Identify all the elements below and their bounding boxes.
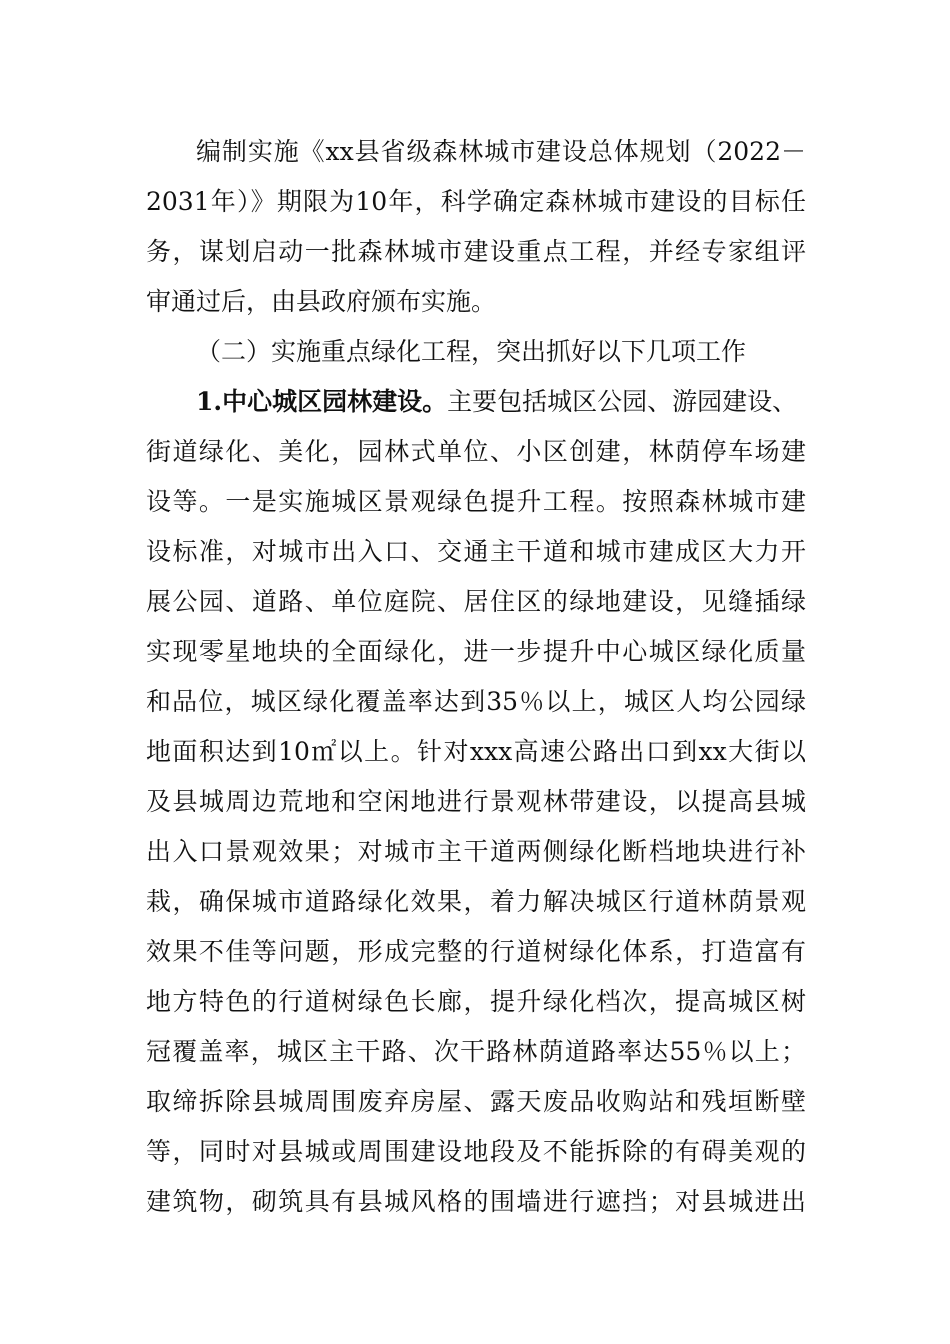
subsection-title: 1.中心城区园林建设。	[196, 387, 448, 416]
paragraph-line: 实现零星地块的全面绿化，进一步提升中心城区绿化质量	[146, 637, 806, 666]
paragraph-line: 取缔拆除县城周围废弃房屋、露天废品收购站和残垣断壁	[146, 1087, 806, 1116]
paragraph-line: 地方特色的行道树绿色长廊，提升绿化档次，提高城区树	[146, 987, 806, 1016]
paragraph-text: 主要包括城区公园、游园建设、	[447, 387, 798, 416]
paragraph-line: 冠覆盖率，城区主干路、次干路林荫道路率达55％以上；	[146, 1037, 806, 1066]
paragraph-line	[196, 382, 806, 422]
paragraph-line: 建筑物，砌筑具有县城风格的围墙进行遮挡；对县城进出	[146, 1187, 806, 1216]
section-heading: （二）实施重点绿化工程，突出抓好以下几项工作	[196, 337, 747, 366]
paragraph-line: 和品位，城区绿化覆盖率达到35％以上，城区人均公园绿	[146, 687, 806, 716]
paragraph-line: 设等。一是实施城区景观绿色提升工程。按照森林城市建	[146, 487, 806, 516]
paragraph-line: 栽，确保城市道路绿化效果，着力解决城区行道林荫景观	[146, 887, 806, 916]
paragraph-line: 2031年）》期限为10年，科学确定森林城市建设的目标任	[146, 187, 806, 216]
paragraph-line: 街道绿化、美化，园林式单位、小区创建，林荫停车场建	[146, 437, 806, 466]
paragraph-line: 编制实施《xx县省级森林城市建设总体规划（2022－	[196, 137, 806, 166]
paragraph-line: 及县城周边荒地和空闲地进行景观林带建设，以提高县城	[146, 787, 806, 816]
paragraph-line: 等，同时对县城或周围建设地段及不能拆除的有碍美观的	[146, 1137, 806, 1166]
paragraph-line: 务，谋划启动一批森林城市建设重点工程，并经专家组评	[146, 237, 806, 266]
paragraph-line: 设标准，对城市出入口、交通主干道和城市建成区大力开	[146, 537, 806, 566]
paragraph-line: 效果不佳等问题，形成完整的行道树绿化体系，打造富有	[146, 937, 806, 966]
paragraph-line: 地面积达到10㎡以上。针对xxx高速公路出口到xx大街以	[146, 737, 806, 766]
paragraph-line: 审通过后，由县政府颁布实施。	[146, 287, 497, 316]
paragraph-line: 出入口景观效果；对城市主干道两侧绿化断档地块进行补	[146, 837, 806, 866]
paragraph-line: 展公园、道路、单位庭院、居住区的绿地建设，见缝插绿	[146, 587, 806, 616]
